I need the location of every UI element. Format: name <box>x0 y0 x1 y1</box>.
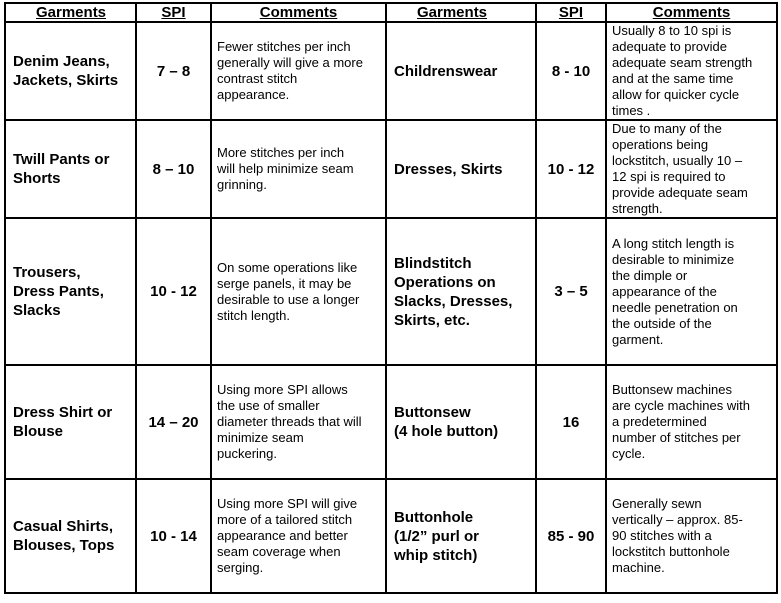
spi-cell: 10 - 12 <box>136 218 211 365</box>
garment-cell: Trousers, Dress Pants, Slacks <box>5 218 136 365</box>
spi-header-right: SPI <box>536 3 606 22</box>
spi-cell: 10 - 12 <box>536 120 606 218</box>
spi-cell: 14 – 20 <box>136 365 211 479</box>
garment-cell: Casual Shirts, Blouses, Tops <box>5 479 136 593</box>
comment-cell: Using more SPI will give more of a tailored stitch appearance and better seam coverage when serging. <box>211 479 386 593</box>
spi-cell: 7 – 8 <box>136 22 211 120</box>
garments-header-left: Garments <box>5 3 136 22</box>
comment-cell: Due to many of the operations being lockstitch, usually 10 – 12 spi is required to provide adequate seam strength. <box>606 120 777 218</box>
spi-cell: 8 - 10 <box>536 22 606 120</box>
garment-cell: Twill Pants or Shorts <box>5 120 136 218</box>
table-row <box>5 218 777 365</box>
garment-cell: Dress Shirt or Blouse <box>5 365 136 479</box>
comment-cell: Fewer stitches per inch generally will give a more contrast stitch appearance. <box>211 22 386 120</box>
garment-cell: Buttonsew (4 hole button) <box>386 365 536 479</box>
header-row <box>5 3 777 22</box>
table-row <box>5 120 777 218</box>
garment-cell: Denim Jeans, Jackets, Skirts <box>5 22 136 120</box>
spi-cell: 8 – 10 <box>136 120 211 218</box>
garments-header-right: Garments <box>386 3 536 22</box>
garment-cell: Blindstitch Operations on Slacks, Dresses, Skirts, etc. <box>386 218 536 365</box>
table-row <box>5 22 777 120</box>
table-row <box>5 479 777 593</box>
garment-cell: Dresses, Skirts <box>386 120 536 218</box>
comments-header-left: Comments <box>211 3 386 22</box>
spi-table <box>4 2 778 594</box>
comments-header-right: Comments <box>606 3 777 22</box>
spi-header-left: SPI <box>136 3 211 22</box>
comment-cell: A long stitch length is desirable to minimize the dimple or appearance of the needle penetration on the outside of the garment. <box>606 218 777 365</box>
comment-cell: Usually 8 to 10 spi is adequate to provide adequate seam strength and at the same time allow for quicker cycle times . <box>606 22 777 120</box>
spi-cell: 85 - 90 <box>536 479 606 593</box>
comment-cell: Generally sewn vertically – approx. 85- 90 stitches with a lockstitch buttonhole machine. <box>606 479 777 593</box>
spi-cell: 3 – 5 <box>536 218 606 365</box>
comment-cell: More stitches per inch will help minimize seam grinning. <box>211 120 386 218</box>
table-row <box>5 365 777 479</box>
garment-cell: Buttonhole (1/2” purl or whip stitch) <box>386 479 536 593</box>
spi-cell: 16 <box>536 365 606 479</box>
garment-cell: Childrenswear <box>386 22 536 120</box>
comment-cell: Buttonsew machines are cycle machines with a predetermined number of stitches per cycle. <box>606 365 777 479</box>
spi-cell: 10 - 14 <box>136 479 211 593</box>
comment-cell: Using more SPI allows the use of smaller diameter threads that will minimize seam puckering. <box>211 365 386 479</box>
comment-cell: On some operations like serge panels, it may be desirable to use a longer stitch length. <box>211 218 386 365</box>
